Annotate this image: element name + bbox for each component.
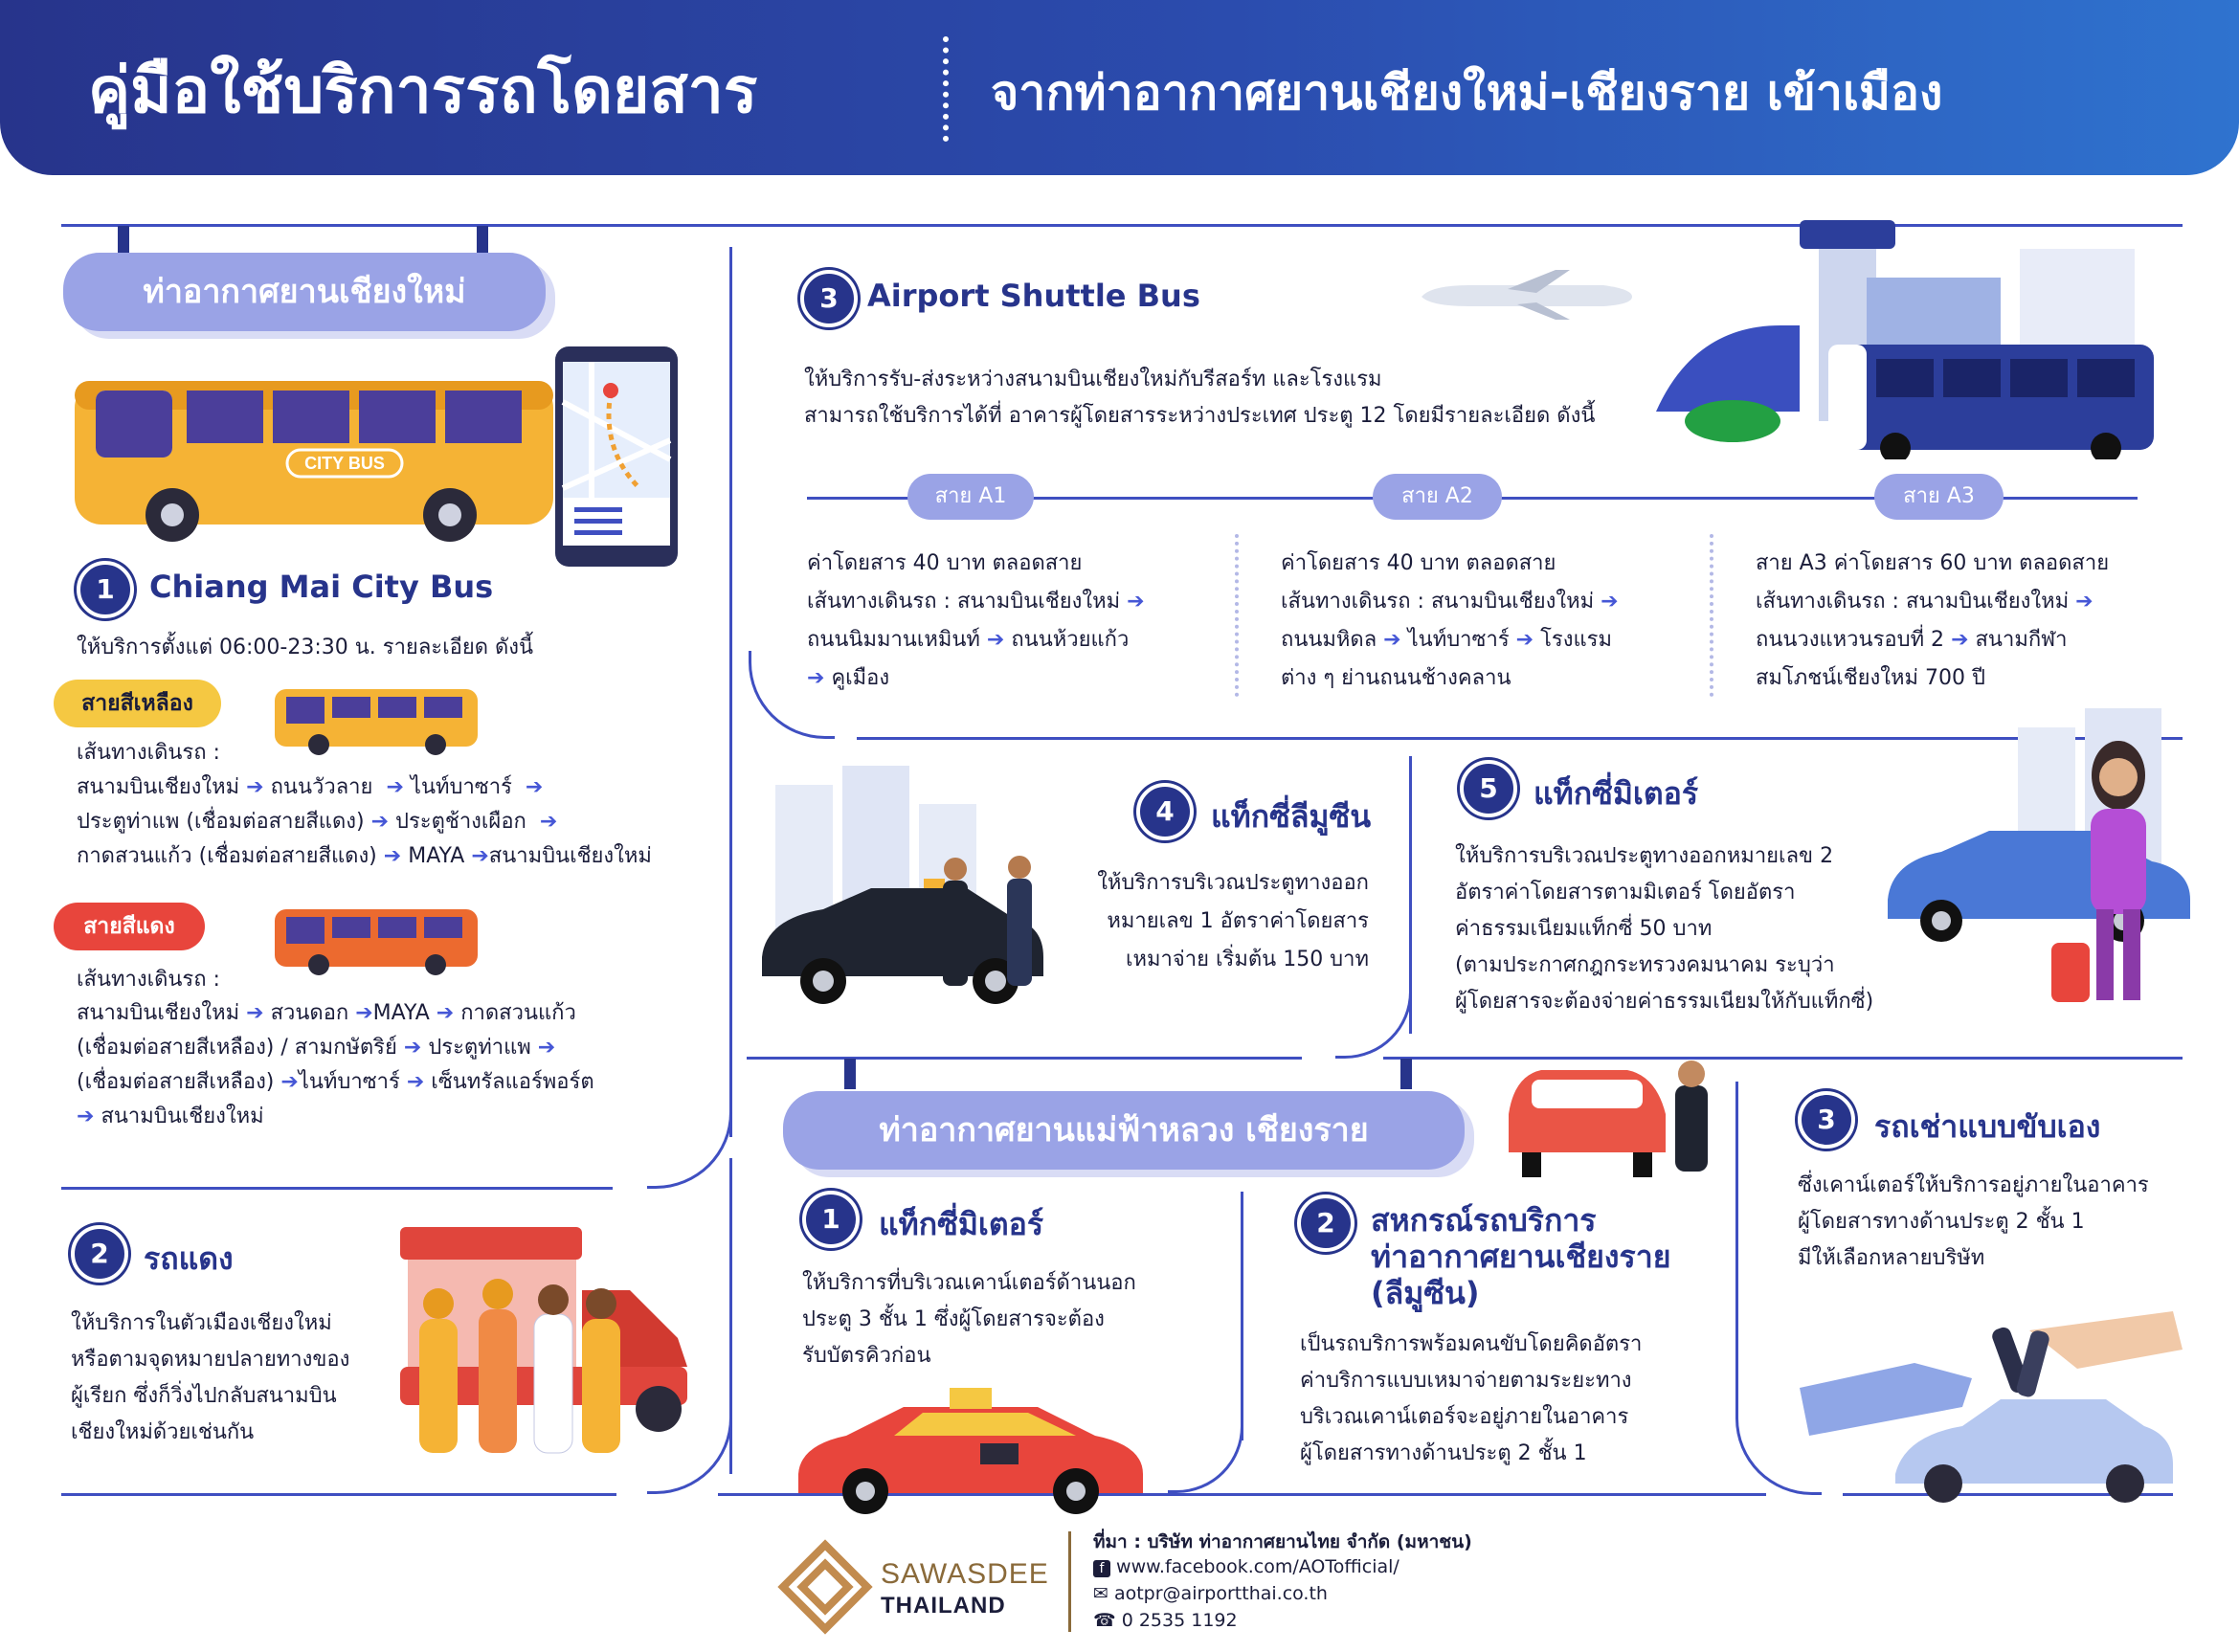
sawasdee-logo-icon — [777, 1539, 873, 1635]
route-a3-pill: สาย A3 — [1874, 474, 2004, 520]
a2-route: เส้นทางเดินรถ : สนามบินเชียงใหม่ ➔ — [1281, 590, 1619, 614]
left-column-rule — [729, 247, 732, 1137]
chiangmai-airport-pill: ท่าอากาศยานเชียงใหม่ — [63, 253, 546, 331]
yellow-route-line-3: กาดสวนแก้ว (เชื่อมต่อสายสีแดง) ➔ MAYA ➔สนามบินเชียงใหม่ — [77, 844, 652, 868]
facebook-link[interactable]: www.facebook.com/AOTofficial/ — [1116, 1556, 1399, 1577]
songthaew-illustration — [400, 1223, 705, 1468]
city-bus-title: Chiang Mai City Bus — [149, 569, 494, 605]
red-route-line-2: (เชื่อมต่อสายสีเหลือง) / สามกษัตริย์ ➔ ประตูท่าแพ ➔ — [77, 1036, 556, 1060]
coop-line-1: เป็นรถบริการพร้อมคนขับโดยคิดอัตรา — [1300, 1332, 1643, 1356]
meter-line-3: ค่าธรรมเนียมแท็กซี่ 50 บาท — [1455, 917, 1713, 941]
coop-title-2: ท่าอากาศยานเชียงราย — [1371, 1239, 1671, 1275]
rental-line-1: ซึ่งเคาน์เตอร์ให้บริการอยู่ภายในอาคาร — [1798, 1173, 2149, 1197]
shuttle-desc-1: ให้บริการรับ-ส่งระหว่างสนามบินเชียงใหม่กับรีสอร์ท และโรงแรม — [804, 368, 1382, 391]
meter-taxi-title: แท็กซี่มิเตอร์ — [1534, 775, 1699, 812]
yellow-route-line-1: สนามบินเชียงใหม่ ➔ ถนนวัวลาย ➔ ไนท์บาซาร์ ➔ — [77, 775, 544, 799]
mid-rule — [747, 1057, 1302, 1060]
bottom-rule-left — [61, 1493, 616, 1496]
shuttle-desc-2: สามารถใช้บริการได้ที่ อาคารผู้โดยสารระหว่างประเทศ ประตู 12 โดยมีรายละเอียด ดังนี้ — [804, 404, 1596, 428]
rental-title: รถเช่าแบบขับเอง — [1874, 1108, 2101, 1145]
footer-divider — [1068, 1531, 1071, 1632]
yellow-line-tag: สายสีเหลือง — [54, 680, 221, 727]
meter-line-5: ผู้โดยสารจะต้องจ่ายค่าธรรมเนียมให้กับแท็กซี่) — [1455, 990, 1874, 1014]
cei-divider-2 — [1735, 1082, 1738, 1407]
a2-route-2: ถนนมหิดล ➔ ไนท์บาซาร์ ➔ โรงแรม — [1281, 628, 1612, 652]
meter-line-4: (ตามประกาศกฎกระทรวงคมนาคม ระบุว่า — [1455, 953, 1835, 977]
songthaew-line-1: ให้บริการในตัวเมืองเชียงใหม่ — [71, 1311, 332, 1335]
chiangrai-airport-pill: ท่าอากาศยานแม่ฟ้าหลวง เชียงราย — [783, 1091, 1465, 1170]
step-number: 3 — [1798, 1091, 1855, 1149]
logo-text-2: THAILAND — [881, 1593, 1006, 1619]
red-route-line-4: ➔ สนามบินเชียงใหม่ — [77, 1105, 264, 1128]
a1-route-2: ถนนนิมมานเหมินท์ ➔ ถนนห้วยแก้ว — [807, 628, 1130, 652]
cei-meter-line-3: รับบัตรคิวก่อน — [802, 1344, 931, 1368]
a3-route: เส้นทางเดินรถ : สนามบินเชียงใหม่ ➔ — [1756, 590, 2093, 614]
limousine-title: แท็กซี่ลีมูซีน — [1211, 798, 1372, 835]
city-bus-hours: ให้บริการตั้งแต่ 06:00-23:30 น. รายละเอียด ดังนี้ — [77, 636, 534, 659]
map-phone-illustration — [553, 345, 680, 569]
page-subtitle: จากท่าอากาศยานเชียงใหม่-เชียงราย เข้าเมือง — [991, 65, 1943, 121]
chiangrai-car-illustration — [1503, 1047, 1723, 1187]
route-a2-pill: สาย A2 — [1373, 474, 1502, 520]
coop-title-1: สหกรณ์รถบริการ — [1371, 1202, 1597, 1239]
route-divider — [1235, 534, 1239, 697]
step-number: 3 — [800, 270, 858, 327]
cei-meter-line-1: ให้บริการที่บริเวณเคาน์เตอร์ด้านนอก — [802, 1271, 1136, 1295]
yellow-route-label: เส้นทางเดินรถ : — [77, 741, 220, 765]
limo-line-3: เหมาจ่าย เริ่มต้น 150 บาท — [1126, 948, 1369, 971]
red-route-line-3: (เชื่อมต่อสายสีเหลือง) ➔ไนท์บาซาร์ ➔ เซ็นทรัลแอร์พอร์ต — [77, 1070, 594, 1094]
limousine-illustration — [756, 766, 1053, 1015]
curve-rule — [1335, 976, 1412, 1059]
curve-rule — [647, 1101, 732, 1189]
airport-shuttle-illustration — [1656, 191, 2173, 459]
coop-line-2: ค่าบริการแบบเหมาจ่ายตามระยะทาง — [1300, 1369, 1632, 1393]
section-rule — [61, 1187, 613, 1190]
cei-meter-line-2: ประตู 3 ชั้น 1 ซึ่งผู้โดยสารจะต้อง — [802, 1307, 1105, 1331]
phone-number[interactable]: 0 2535 1192 — [1121, 1610, 1238, 1631]
route-a1-pill: สาย A1 — [907, 474, 1034, 520]
a1-fare: ค่าโดยสาร 40 บาท ตลอดสาย — [807, 551, 1083, 575]
curve-rule — [1168, 1397, 1243, 1493]
step-number: 2 — [71, 1225, 128, 1283]
a3-fare: สาย A3 ค่าโดยสาร 60 บาท ตลอดสาย — [1756, 551, 2110, 575]
meter-line-1: ให้บริการบริเวณประตูทางออกหมายเลข 2 — [1455, 844, 1834, 868]
step-number: 2 — [1297, 1194, 1355, 1252]
facebook-icon: f — [1093, 1560, 1110, 1577]
rental-line-2: ผู้โดยสารทางด้านประตู 2 ชั้น 1 — [1798, 1210, 2085, 1234]
a2-route-3: ต่าง ๆ ย่านถนนช้างคลาน — [1281, 666, 1511, 690]
red-line-tag: สายสีแดง — [54, 903, 205, 950]
title-divider — [943, 36, 949, 142]
email-link[interactable]: aotpr@airportthai.co.th — [1113, 1583, 1328, 1604]
airplane-icon — [1412, 268, 1642, 322]
red-bus-icon — [273, 904, 481, 976]
shuttle-title: Airport Shuttle Bus — [867, 278, 1200, 314]
a3-route-3: สมโภชน์เชียงใหม่ 700 ปี — [1756, 666, 1985, 690]
a3-route-2: ถนนวงแหวนรอบที่ 2 ➔ สนามกีฬา — [1756, 628, 2068, 652]
step-number: 4 — [1136, 783, 1194, 840]
yellow-route-line-2: ประตูท่าแพ (เชื่อมต่อสายสีแดง) ➔ ประตูช้างเผือก ➔ — [77, 810, 558, 834]
limo-line-2: หมายเลข 1 อัตราค่าโดยสาร — [1107, 909, 1369, 933]
a2-fare: ค่าโดยสาร 40 บาท ตลอดสาย — [1281, 551, 1556, 575]
email-row — [1093, 1583, 1328, 1604]
songthaew-title: รถแดง — [144, 1240, 234, 1277]
phone-row — [1093, 1610, 1238, 1631]
source-credit: ที่มา : บริษัท ท่าอากาศยานไทย จำกัด (มหาชน) — [1093, 1531, 1472, 1552]
logo-text-1: SAWASDEE — [881, 1558, 1049, 1590]
phone-icon: ☎ — [1093, 1610, 1116, 1631]
coop-line-4: ผู้โดยสารทางด้านประตู 2 ชั้น 1 — [1300, 1441, 1587, 1465]
page-title: คู่มือใช้บริการรถโดยสาร — [88, 54, 758, 127]
step-number: 5 — [1460, 760, 1517, 817]
meter-taxi-illustration — [1884, 708, 2200, 1024]
a1-route: เส้นทางเดินรถ : สนามบินเชียงใหม่ ➔ — [807, 590, 1145, 614]
coop-title-3: (ลีมูซีน) — [1371, 1275, 1480, 1311]
taxi-illustration — [789, 1378, 1153, 1514]
rental-line-3: มีให้เลือกหลายบริษัท — [1798, 1246, 1985, 1270]
songthaew-line-3: ผู้เรียก ซึ่งก็วิ่งไปกลับสนามบิน — [71, 1384, 337, 1408]
a1-route-3: ➔ คูเมือง — [807, 666, 890, 690]
step-number: 1 — [77, 561, 134, 618]
songthaew-line-4: เชียงใหม่ด้วยเช่นกัน — [71, 1420, 255, 1444]
red-route-label: เส้นทางเดินรถ : — [77, 968, 220, 992]
car-keys-illustration — [1790, 1292, 2192, 1522]
bus-sign: CITY BUS — [304, 454, 385, 473]
songthaew-line-2: หรือตามจุดหมายปลายทางของ — [71, 1348, 350, 1372]
route-divider — [1710, 534, 1713, 697]
cei-meter-title: แท็กซี่มิเตอร์ — [879, 1206, 1044, 1242]
coop-line-3: บริเวณเคาน์เตอร์จะอยู่ภายในอาคาร — [1300, 1405, 1629, 1429]
city-bus-illustration — [67, 343, 565, 542]
yellow-bus-icon — [273, 683, 481, 756]
email-icon: ✉ — [1093, 1583, 1108, 1604]
pill-hanger — [844, 1059, 856, 1089]
pill-hanger — [1400, 1059, 1412, 1089]
red-route-line-1: สนามบินเชียงใหม่ ➔ สวนดอก ➔MAYA ➔ กาดสวนแก้ว — [77, 1001, 576, 1025]
step-number: 1 — [802, 1191, 860, 1248]
limo-line-1: ให้บริการบริเวณประตูทางออก — [1097, 871, 1369, 895]
facebook-row — [1093, 1556, 1399, 1577]
meter-line-2: อัตราค่าโดยสารตามมิเตอร์ โดยอัตรา — [1455, 881, 1796, 904]
